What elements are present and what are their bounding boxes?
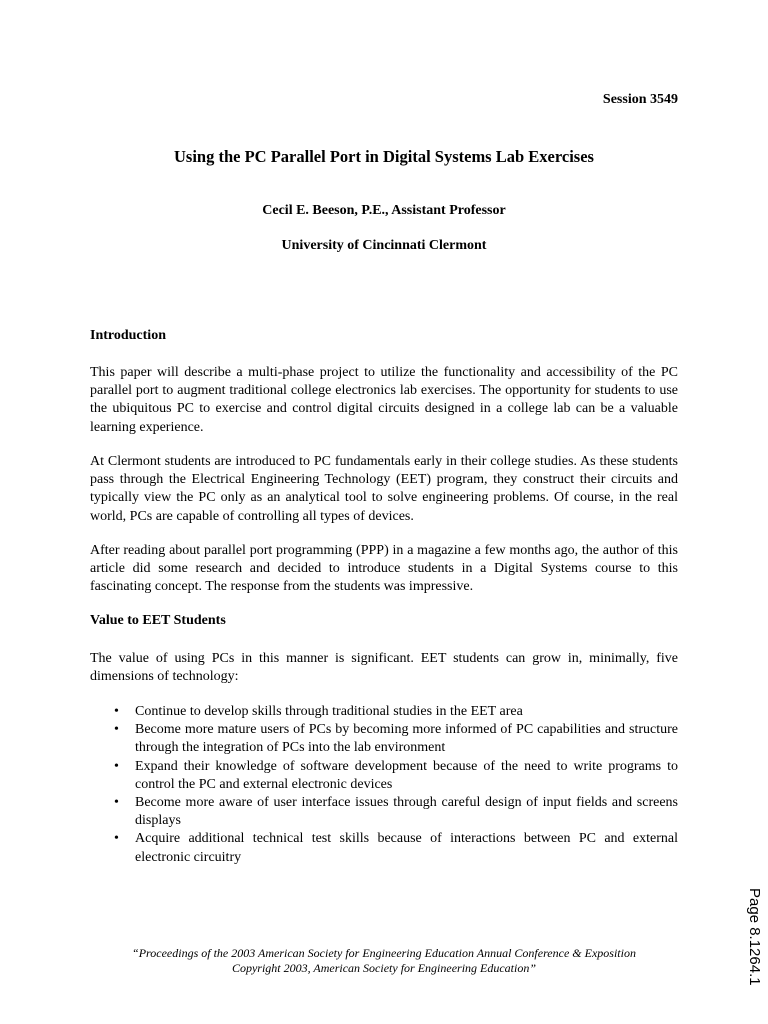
proceedings-footer xyxy=(0,946,768,976)
list-item-text: Acquire additional technical test skills because of interactions between PC and external electronic circuitry xyxy=(135,831,678,865)
intro-paragraph-3: After reading about parallel port programming (PPP) in a magazine a few months ago, the author of this article did some research and decided to introduce students in a Digital Systems course to this fascinating concept. The response from the students was impressive. xyxy=(90,543,678,595)
introduction-heading: Introduction xyxy=(90,328,166,343)
bullet-icon: • xyxy=(114,795,119,811)
footer-line-1: “Proceedings of the 2003 American Society for Engineering Education Annual Conference & Exposition xyxy=(132,946,636,960)
list-item-text: Expand their knowledge of software development because of the need to write programs to control the PC and external electronic devices xyxy=(135,758,678,792)
bullet-icon: • xyxy=(114,722,119,738)
affiliation-line: University of Cincinnati Clermont xyxy=(281,238,487,253)
page-number-stamp xyxy=(745,888,765,993)
page-number-text: Page 8.1264.1 xyxy=(746,888,763,986)
footer-line-2: Copyright 2003, American Society for Engineering Education” xyxy=(231,961,537,975)
list-item-text: Become more mature users of PCs by becoming more informed of PC capabilities and structure through the integration of PCs into the lab environment xyxy=(135,722,678,756)
list-item xyxy=(90,721,678,757)
list-item xyxy=(90,830,678,866)
author-line: Cecil E. Beeson, P.E., Assistant Professor xyxy=(262,203,506,218)
list-item xyxy=(90,758,678,794)
value-heading: Value to EET Students xyxy=(90,613,226,628)
list-item-text: Become more aware of user interface issues through careful design of input fields and screens displays xyxy=(135,795,678,829)
list-item-text: Continue to develop skills through traditional studies in the EET area xyxy=(135,704,523,719)
list-item xyxy=(90,794,678,830)
session-number: Session 3549 xyxy=(602,92,678,107)
intro-paragraph-1: This paper will describe a multi-phase project to utilize the functionality and accessibility of the PC parallel port to augment traditional college electronics lab exercises. The opportunity for students to use the ubiquitous PC to exercise and control digital circuits designed in a college lab can be a valuable learning experience. xyxy=(90,365,678,435)
bullet-icon: • xyxy=(114,704,119,719)
bullet-icon: • xyxy=(114,831,119,847)
list-item xyxy=(90,703,678,721)
value-bullet-list xyxy=(90,703,678,867)
paper-title: Using the PC Parallel Port in Digital Systems Lab Exercises xyxy=(174,147,594,166)
bullet-icon: • xyxy=(114,758,119,774)
intro-paragraph-2: At Clermont students are introduced to PC fundamentals early in their college studies. As these students pass through the Electrical Engineering Technology (EET) program, they construct their circuits and typically view the PC only as an analytical tool to solve engineering problems. Of course, in the real world, PCs are capable of controlling all types of devices. xyxy=(90,454,678,524)
value-paragraph: The value of using PCs in this manner is significant. EET students can grow in, minimally, five dimensions of technology: xyxy=(90,651,678,685)
